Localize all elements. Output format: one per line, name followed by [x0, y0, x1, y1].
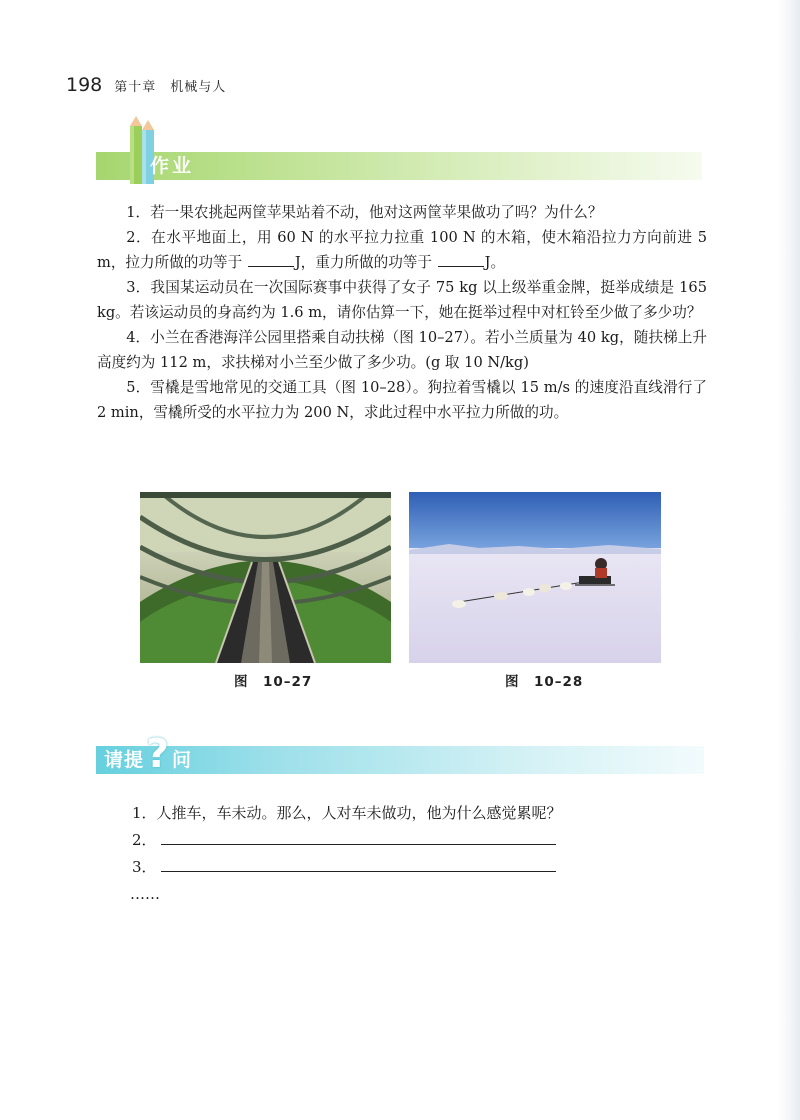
figure-caption-10-27: 图 10–27	[234, 674, 313, 690]
page-number: 198	[66, 74, 103, 96]
question-5: 5．雪橇是雪地常见的交通工具（图 10–28）。狗拉着雪橇以 15 m/s 的速度沿直线滑行了 2 min，雪橇所受的水平拉力为 200 N，求此过程中水平拉力所做的功。	[97, 379, 707, 421]
question-2-part-b: J，重力所做的功等于	[294, 254, 437, 271]
figure-dog-sled	[409, 492, 661, 663]
ask-question-list	[132, 800, 672, 908]
figure-caption-10-28: 图 10–28	[505, 674, 584, 690]
homework-questions	[97, 200, 707, 425]
ask-title-part-b: 问	[172, 749, 193, 771]
dog-sled-photo	[409, 492, 661, 663]
question-2-part-a: 2．在水平地面上，用 60 N 的水平拉力拉重 100 N 的木箱，使木箱沿拉力方向前进 5 m，拉力所做的功等于	[97, 229, 707, 271]
answer-blank	[248, 252, 294, 267]
question-1: 1．若一果农挑起两筐苹果站着不动，他对这两筐苹果做功了吗？为什么？	[126, 204, 603, 221]
answer-line	[161, 827, 556, 845]
ask-item-2-number: 2．	[132, 831, 157, 849]
ask-item-3-number: 3．	[132, 858, 157, 876]
escalator-photo	[140, 492, 391, 663]
ask-question-title	[104, 731, 193, 777]
figure-escalator	[140, 492, 391, 663]
page-edge	[778, 0, 800, 1120]
ask-item-3	[132, 854, 672, 881]
ask-title-part-a: 请提	[104, 749, 145, 771]
homework-title: 作业	[150, 155, 195, 177]
page-header	[66, 74, 226, 100]
ask-item-2	[132, 827, 672, 854]
answer-blank	[438, 252, 484, 267]
ask-ellipsis: ……	[130, 885, 160, 903]
chapter-title: 第十章 机械与人	[114, 80, 227, 95]
answer-line	[161, 854, 556, 872]
question-4: 4．小兰在香港海洋公园里搭乘自动扶梯（图 10–27）。若小兰质量为 40 kg，随扶梯上升高度约为 112 m，求扶梯对小兰至少做了多少功。(g 取 10 N/kg)	[97, 329, 707, 371]
question-3: 3．我国某运动员在一次国际赛事中获得了女子 75 kg 以上级举重金牌，挺举成绩是 165 kg。若该运动员的身高约为 1.6 m，请你估算一下，她在挺举过程中对杠铃至少做了多少功？	[97, 279, 707, 321]
question-2-part-c: J。	[484, 254, 506, 271]
question-2	[97, 225, 707, 275]
ask-item-1: 1．人推车，车未动。那么，人对车未做功，他为什么感觉累呢？	[132, 804, 562, 822]
question-mark-icon: ?	[145, 731, 171, 777]
